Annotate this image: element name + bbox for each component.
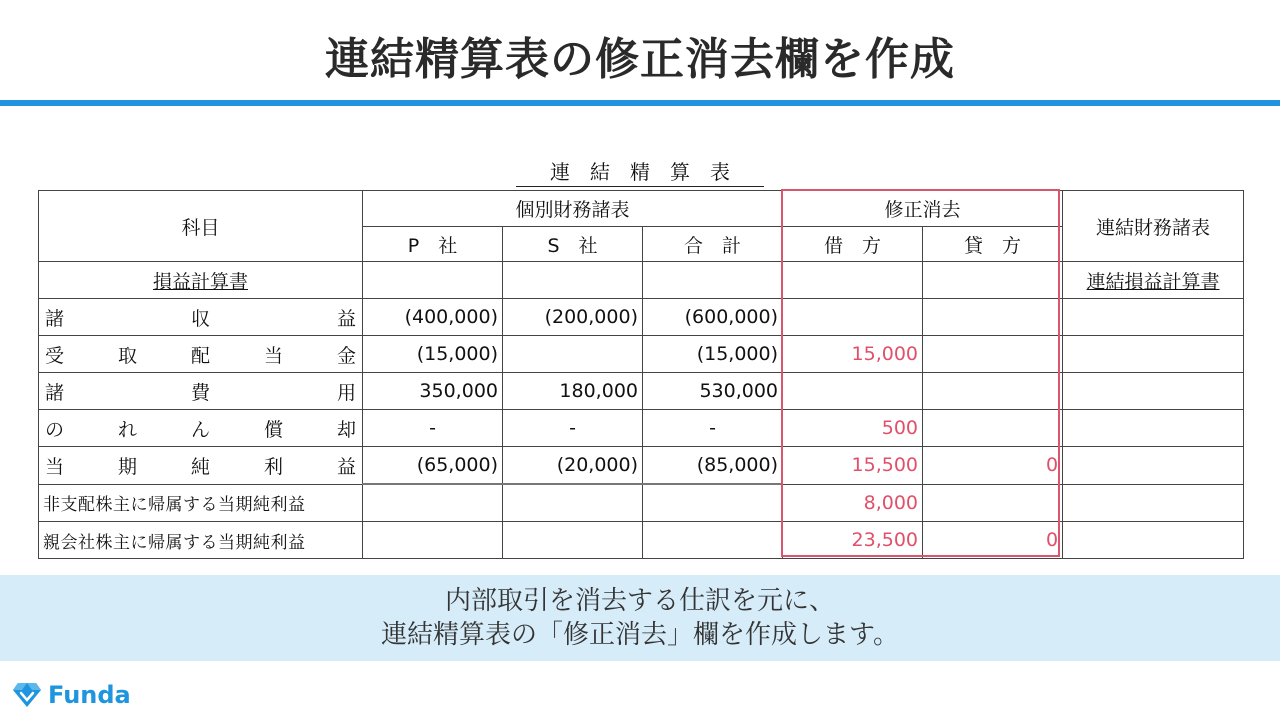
- header-p-company: P 社: [363, 227, 503, 262]
- title-underline: [0, 100, 1280, 106]
- table-row: [39, 447, 1244, 485]
- header-elimination: 修正消去: [783, 191, 1063, 227]
- worksheet-title: 連結精算表: [516, 158, 764, 187]
- cell-elim-debit: 8,000: [783, 484, 923, 522]
- cell-elim-debit: 500: [783, 410, 923, 447]
- account-char: 諸: [45, 307, 65, 330]
- diamond-logo-icon: [12, 681, 42, 709]
- cell-p-company: [363, 484, 503, 522]
- account-char: の: [45, 418, 65, 441]
- account-char: 受: [45, 344, 65, 367]
- cell-s-company: (200,000): [503, 299, 643, 336]
- cell-p-company: (65,000): [363, 447, 503, 485]
- row-account-label: [39, 299, 363, 336]
- cell-s-company: -: [503, 410, 643, 447]
- cell-consolidated: [1063, 373, 1244, 410]
- empty-cell: [923, 262, 1063, 299]
- cell-elim-debit: 15,500: [783, 447, 923, 485]
- table-row: [39, 522, 1244, 559]
- logo-text: Funda: [48, 681, 131, 709]
- account-char: 益: [336, 455, 356, 478]
- banner-line-1: 内部取引を消去する仕訳を元に、: [444, 586, 835, 616]
- account-char: 金: [336, 344, 356, 367]
- section-consolidated-income-statement: 連結損益計算書: [1063, 262, 1244, 299]
- cell-s-company: [503, 336, 643, 373]
- empty-cell: [643, 262, 783, 299]
- header-individual-statements: 個別財務諸表: [363, 191, 783, 227]
- cell-total: (15,000): [643, 336, 783, 373]
- cell-elim-debit: [783, 299, 923, 336]
- account-char: 純: [190, 455, 210, 478]
- header-consolidated-statements: 連結財務諸表: [1063, 191, 1244, 262]
- cell-consolidated: [1063, 484, 1244, 522]
- account-char: 諸: [45, 381, 65, 404]
- cell-total: [643, 522, 783, 559]
- cell-elim-credit: [923, 299, 1063, 336]
- account-char: 益: [336, 307, 356, 330]
- cell-total: (600,000): [643, 299, 783, 336]
- row-account-label: [39, 410, 363, 447]
- cell-consolidated: [1063, 522, 1244, 559]
- row-account-label: [39, 373, 363, 410]
- cell-p-company: [363, 522, 503, 559]
- cell-elim-credit: [923, 373, 1063, 410]
- account-char: 却: [336, 418, 356, 441]
- cell-elim-credit: 0: [923, 447, 1063, 485]
- header-total: 合 計: [643, 227, 783, 262]
- empty-cell: [503, 262, 643, 299]
- cell-elim-credit: 0: [923, 522, 1063, 559]
- cell-s-company: 180,000: [503, 373, 643, 410]
- row-account-label: 親会社株主に帰属する当期純利益: [39, 522, 363, 559]
- account-char: れ: [117, 418, 137, 441]
- empty-cell: [783, 262, 923, 299]
- table-row: [39, 299, 1244, 336]
- explanation-banner: [0, 575, 1280, 661]
- cell-elim-debit: 23,500: [783, 522, 923, 559]
- cell-elim-credit: [923, 336, 1063, 373]
- header-debit: 借 方: [783, 227, 923, 262]
- cell-elim-debit: [783, 373, 923, 410]
- header-s-company: S 社: [503, 227, 643, 262]
- account-char: 取: [117, 344, 137, 367]
- cell-elim-debit: 15,000: [783, 336, 923, 373]
- row-account-label: [39, 336, 363, 373]
- cell-p-company: 350,000: [363, 373, 503, 410]
- account-char: 期: [117, 455, 137, 478]
- page-title: 連結精算表の修正消去欄を作成: [325, 34, 955, 85]
- cell-consolidated: [1063, 447, 1244, 485]
- section-income-statement: 損益計算書: [39, 262, 363, 299]
- header-credit: 貸 方: [923, 227, 1063, 262]
- account-char: 収: [190, 307, 210, 330]
- empty-cell: [363, 262, 503, 299]
- row-account-label: 非支配株主に帰属する当期純利益: [39, 484, 363, 522]
- account-char: 用: [336, 381, 356, 404]
- cell-p-company: (400,000): [363, 299, 503, 336]
- cell-total: 530,000: [643, 373, 783, 410]
- banner-line-2: 連結精算表の「修正消去」欄を作成します。: [381, 620, 899, 650]
- cell-total: (85,000): [643, 447, 783, 485]
- consolidation-worksheet: [38, 190, 1244, 559]
- account-char: 利: [263, 455, 283, 478]
- cell-total: [643, 484, 783, 522]
- cell-s-company: [503, 522, 643, 559]
- cell-consolidated: [1063, 336, 1244, 373]
- account-char: 償: [263, 418, 283, 441]
- cell-consolidated: [1063, 299, 1244, 336]
- table-row: [39, 336, 1244, 373]
- account-char: 当: [45, 455, 65, 478]
- cell-p-company: (15,000): [363, 336, 503, 373]
- cell-total: -: [643, 410, 783, 447]
- account-char: 費: [190, 381, 210, 404]
- account-char: 当: [263, 344, 283, 367]
- cell-s-company: [503, 484, 643, 522]
- table-row: [39, 410, 1244, 447]
- cell-elim-credit: [923, 410, 1063, 447]
- funda-logo: [12, 678, 131, 712]
- table-row: [39, 373, 1244, 410]
- account-char: ん: [190, 418, 210, 441]
- table-row: [39, 484, 1244, 522]
- row-account-label: [39, 447, 363, 485]
- account-char: 配: [190, 344, 210, 367]
- cell-consolidated: [1063, 410, 1244, 447]
- header-account: 科目: [39, 191, 363, 262]
- cell-s-company: (20,000): [503, 447, 643, 485]
- cell-p-company: -: [363, 410, 503, 447]
- cell-elim-credit: [923, 484, 1063, 522]
